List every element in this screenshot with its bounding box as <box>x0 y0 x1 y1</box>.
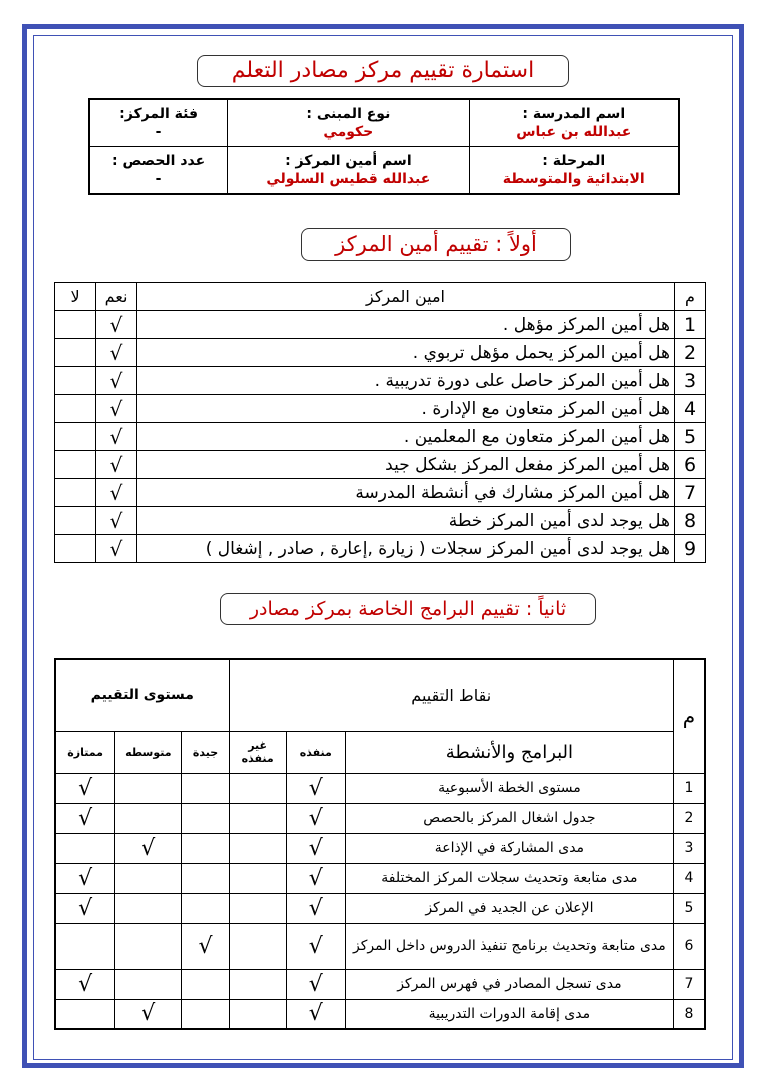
excellent-mark: √ <box>55 803 115 833</box>
school-value: عبدالله بن عباس <box>516 124 632 140</box>
yes-mark: √ <box>96 395 137 423</box>
col-item-header: امين المركز <box>137 283 675 311</box>
col-programs-header: البرامج والأنشطة <box>345 731 673 773</box>
building-cell <box>228 99 469 147</box>
table-row <box>55 969 705 999</box>
row-number: 8 <box>673 999 705 1029</box>
row-number: 2 <box>675 339 706 367</box>
keeper-label: اسم أمين المركز : <box>285 153 412 169</box>
row-text: مدى المشاركة في الإذاعة <box>345 833 673 863</box>
programs-evaluation-table <box>54 658 706 1030</box>
medium-mark <box>115 803 182 833</box>
row-text: هل أمين المركز مشارك في أنشطة المدرسة <box>137 479 675 507</box>
keeper-evaluation-table <box>54 282 706 563</box>
category-label: فئة المركز: <box>119 106 199 122</box>
row-text: هل أمين المركز متعاون مع المعلمين . <box>137 423 675 451</box>
no-mark <box>55 479 96 507</box>
good-mark <box>182 863 229 893</box>
done-mark: √ <box>286 923 345 969</box>
school-cell <box>469 99 679 147</box>
medium-mark <box>115 863 182 893</box>
row-text: جدول اشغال المركز بالحصص <box>345 803 673 833</box>
good-mark <box>182 893 229 923</box>
col-done-header: منفذه <box>286 731 345 773</box>
done-mark: √ <box>286 803 345 833</box>
table-row <box>55 893 705 923</box>
excellent-mark <box>55 923 115 969</box>
row-number: 2 <box>673 803 705 833</box>
no-mark <box>55 507 96 535</box>
building-label: نوع المبنى : <box>306 106 391 122</box>
keeper-cell <box>228 147 469 195</box>
medium-mark <box>115 893 182 923</box>
notdone-mark <box>229 773 286 803</box>
table-row <box>55 423 706 451</box>
section2-title: ثانياً : تقييم البرامج الخاصة بمركز مصادر <box>220 593 596 625</box>
school-info-table <box>88 98 680 195</box>
yes-mark: √ <box>96 339 137 367</box>
row-number: 9 <box>675 535 706 563</box>
row-number: 6 <box>675 451 706 479</box>
excellent-mark: √ <box>55 893 115 923</box>
stage-cell <box>469 147 679 195</box>
medium-mark <box>115 773 182 803</box>
medium-mark: √ <box>115 833 182 863</box>
done-mark: √ <box>286 893 345 923</box>
row-number: 6 <box>673 923 705 969</box>
medium-mark <box>115 923 182 969</box>
table-row <box>55 833 705 863</box>
row-number: 3 <box>675 367 706 395</box>
table-row <box>55 479 706 507</box>
table-row <box>55 773 705 803</box>
row-text: هل أمين المركز يحمل مؤهل تربوي . <box>137 339 675 367</box>
row-number: 7 <box>673 969 705 999</box>
excellent-mark: √ <box>55 969 115 999</box>
good-mark: √ <box>182 923 229 969</box>
col-excellent-header: ممتازة <box>55 731 115 773</box>
row-text: هل أمين المركز مؤهل . <box>137 311 675 339</box>
table-row <box>55 395 706 423</box>
good-mark <box>182 773 229 803</box>
notdone-mark <box>229 999 286 1029</box>
stage-label: المرحلة : <box>542 153 606 169</box>
no-mark <box>55 339 96 367</box>
col-good-header: جيدة <box>182 731 229 773</box>
excellent-mark: √ <box>55 773 115 803</box>
row-text: مدى متابعة وتحديث سجلات المركز المختلفة <box>345 863 673 893</box>
no-mark <box>55 535 96 563</box>
yes-mark: √ <box>96 311 137 339</box>
category-cell <box>89 99 228 147</box>
no-mark <box>55 395 96 423</box>
no-mark <box>55 311 96 339</box>
table-row <box>55 507 706 535</box>
no-mark <box>55 367 96 395</box>
yes-mark: √ <box>96 479 137 507</box>
row-number: 3 <box>673 833 705 863</box>
row-text: هل أمين المركز متعاون مع الإدارة . <box>137 395 675 423</box>
table-row <box>55 367 706 395</box>
good-mark <box>182 999 229 1029</box>
category-value: - <box>155 124 162 140</box>
notdone-mark <box>229 803 286 833</box>
col-num-header: م <box>673 659 705 773</box>
no-mark <box>55 423 96 451</box>
row-text: هل أمين المركز مفعل المركز بشكل جيد <box>137 451 675 479</box>
col-no-header: لا <box>55 283 96 311</box>
good-mark <box>182 833 229 863</box>
periods-value: - <box>155 171 162 187</box>
yes-mark: √ <box>96 451 137 479</box>
periods-label: عدد الحصص : <box>111 153 206 169</box>
done-mark: √ <box>286 863 345 893</box>
table-row <box>55 803 705 833</box>
col-level-header: مستوى التقييم <box>55 659 229 731</box>
row-number: 1 <box>673 773 705 803</box>
table-row <box>55 999 705 1029</box>
excellent-mark <box>55 833 115 863</box>
excellent-mark: √ <box>55 863 115 893</box>
stage-value: الابتدائية والمتوسطة <box>502 171 645 187</box>
notdone-mark <box>229 969 286 999</box>
yes-mark: √ <box>96 423 137 451</box>
table-row <box>55 863 705 893</box>
row-text: الإعلان عن الجديد في المركز <box>345 893 673 923</box>
good-mark <box>182 803 229 833</box>
row-number: 1 <box>675 311 706 339</box>
no-mark <box>55 451 96 479</box>
row-number: 8 <box>675 507 706 535</box>
table-row <box>55 339 706 367</box>
row-text: مدى تسجل المصادر في فهرس المركز <box>345 969 673 999</box>
col-notdone-header: غير منفذه <box>229 731 286 773</box>
notdone-mark <box>229 863 286 893</box>
col-points-header: نقاط التقييم <box>229 659 673 731</box>
done-mark: √ <box>286 833 345 863</box>
school-label: اسم المدرسة : <box>522 106 626 122</box>
table-row <box>55 923 705 969</box>
building-value: حكومي <box>323 124 374 140</box>
good-mark <box>182 969 229 999</box>
medium-mark <box>115 969 182 999</box>
yes-mark: √ <box>96 367 137 395</box>
notdone-mark <box>229 923 286 969</box>
done-mark: √ <box>286 773 345 803</box>
done-mark: √ <box>286 999 345 1029</box>
row-text: هل يوجد لدى أمين المركز سجلات ( زيارة ,إعارة , صادر , إشغال ) <box>137 535 675 563</box>
yes-mark: √ <box>96 535 137 563</box>
notdone-mark <box>229 833 286 863</box>
notdone-mark <box>229 893 286 923</box>
col-num-header: م <box>675 283 706 311</box>
row-number: 4 <box>675 395 706 423</box>
medium-mark: √ <box>115 999 182 1029</box>
row-text: هل يوجد لدى أمين المركز خطة <box>137 507 675 535</box>
row-text: مدى متابعة وتحديث برنامج تنفيذ الدروس داخل المركز <box>345 923 673 969</box>
table-row <box>55 311 706 339</box>
table-row <box>55 451 706 479</box>
yes-mark: √ <box>96 507 137 535</box>
excellent-mark <box>55 999 115 1029</box>
done-mark: √ <box>286 969 345 999</box>
keeper-value: عبدالله قطيس السلولي <box>266 171 431 187</box>
row-number: 4 <box>673 863 705 893</box>
row-text: مستوى الخطة الأسبوعية <box>345 773 673 803</box>
row-text: هل أمين المركز حاصل على دورة تدريبية . <box>137 367 675 395</box>
col-yes-header: نعم <box>96 283 137 311</box>
row-text: مدى إقامة الدورات التدريبية <box>345 999 673 1029</box>
section1-title: أولاً : تقييم أمين المركز <box>301 228 571 261</box>
row-number: 5 <box>675 423 706 451</box>
form-title: استمارة تقييم مركز مصادر التعلم <box>197 55 569 87</box>
row-number: 7 <box>675 479 706 507</box>
periods-cell <box>89 147 228 195</box>
row-number: 5 <box>673 893 705 923</box>
col-medium-header: متوسطه <box>115 731 182 773</box>
table-row <box>55 535 706 563</box>
